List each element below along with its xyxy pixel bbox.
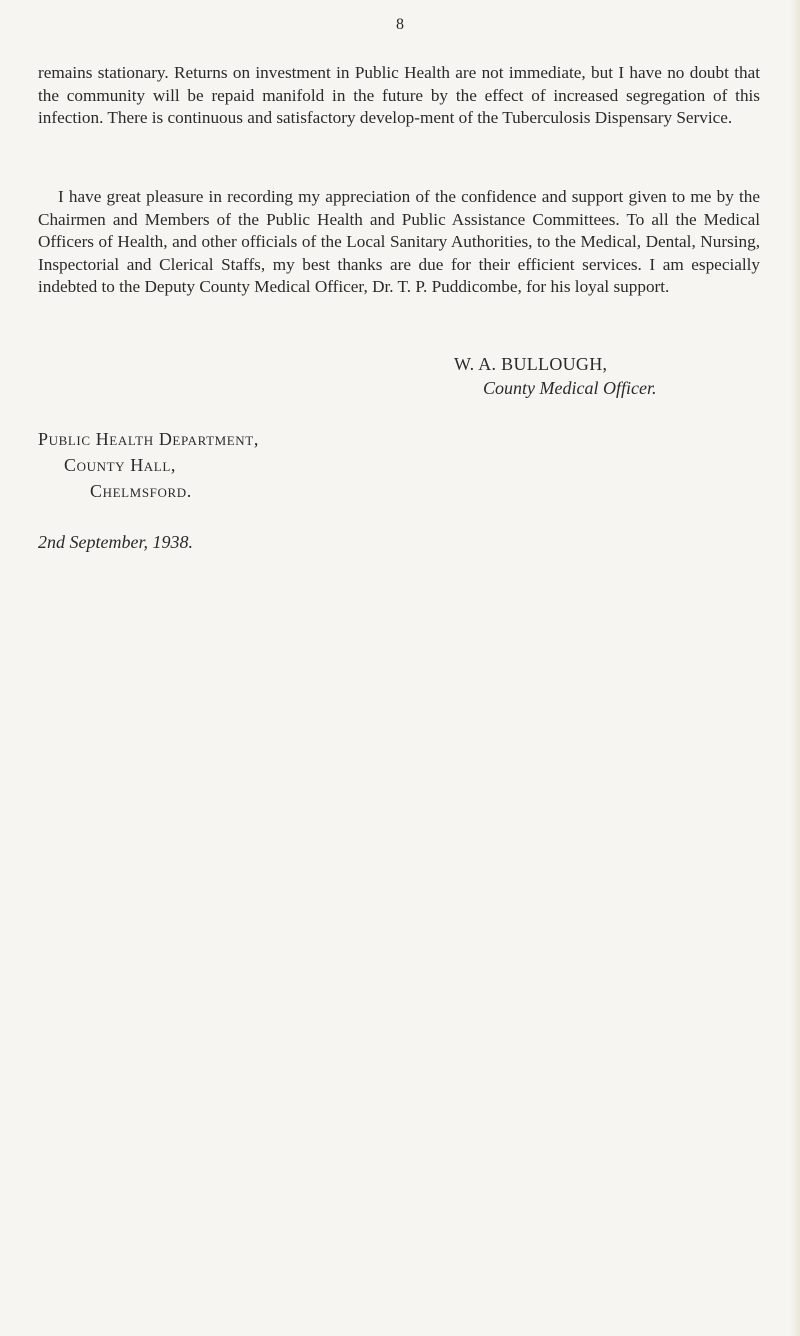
- page-edge-shadow: [790, 0, 800, 1336]
- address-line-building: County Hall,: [64, 455, 176, 475]
- address-line-department: Public Health Department,: [38, 429, 259, 449]
- address-line-town: Chelmsford.: [90, 481, 192, 501]
- page-number: 8: [396, 16, 404, 33]
- signatory-name: W. A. BULLOUGH,: [454, 354, 608, 374]
- signatory-title: County Medical Officer.: [483, 378, 657, 398]
- letter-date: 2nd September, 1938.: [38, 532, 193, 552]
- sender-address: [38, 426, 259, 504]
- body-paragraph-2: I have great pleasure in recording my appreciation of the confidence and support given to me by the Chairmen and Members of the Public Health and Public Assistance Committees. To all the Medical Officers of Health, and other officials of the Local Sanitary Authorities, to the Medical, Dental, Nursing, Inspectorial and Clerical Staffs, my best thanks are due for their efficient services. I am especially indebted to the Deputy County Medical Officer, Dr. T. P. Puddicombe, for his loyal support.: [38, 187, 760, 296]
- body-paragraph-1: remains stationary. Returns on investment in Public Health are not immediate, but I have no doubt that the community will be repaid manifold in the future by the effect of increased segregation of this infection. There is continuous and satisfactory develop-ment of the Tuberculosis Dispensary Service.: [38, 63, 760, 127]
